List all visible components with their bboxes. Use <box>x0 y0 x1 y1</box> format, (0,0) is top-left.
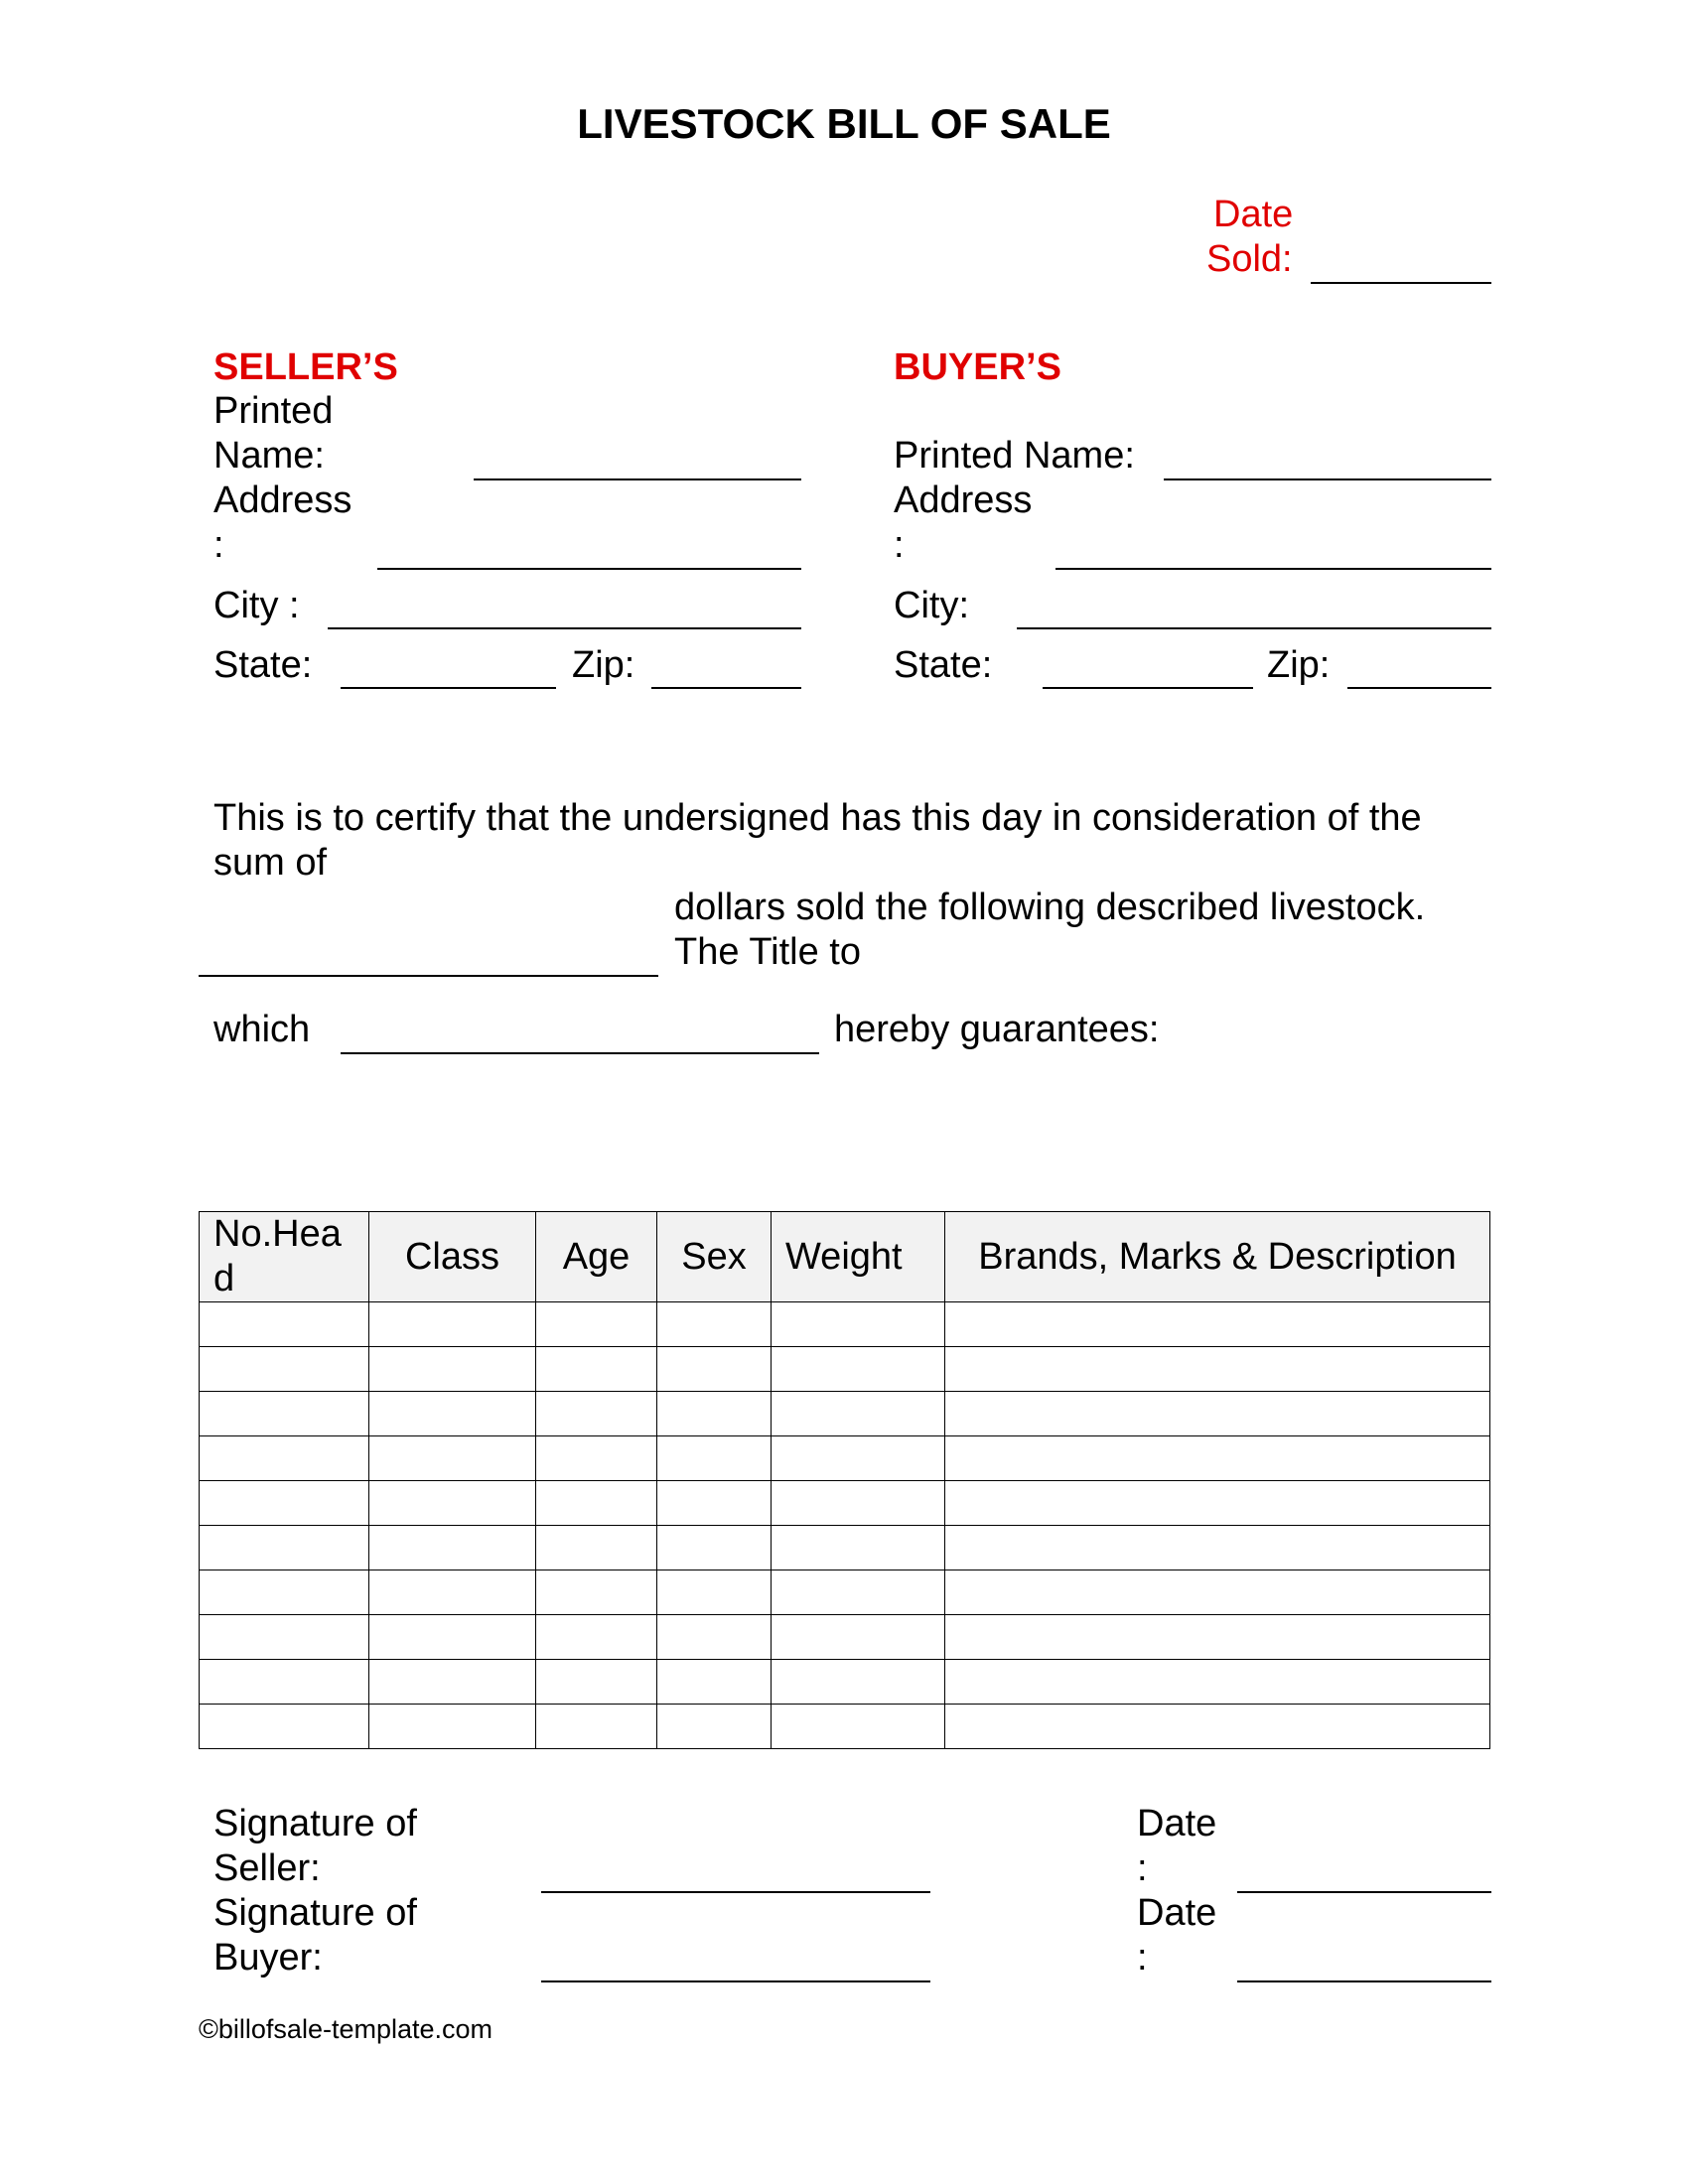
cell-no-head[interactable] <box>200 1705 369 1749</box>
buyer-date-label <box>1137 1891 1216 1980</box>
cell-sex[interactable] <box>657 1526 772 1570</box>
guarantor-line <box>341 1052 819 1054</box>
seller-city-field[interactable] <box>328 586 801 627</box>
buyer-state-field[interactable] <box>1043 645 1253 687</box>
buyer-city-line <box>1017 627 1491 629</box>
cell-weight[interactable] <box>772 1392 945 1436</box>
seller-signature-label <box>213 1802 417 1891</box>
cell-brands-marks-description[interactable] <box>945 1705 1490 1749</box>
cell-class[interactable] <box>369 1526 536 1570</box>
seller-address-label-line2: : <box>213 524 224 566</box>
buyer-zip-label: Zip: <box>1267 644 1331 686</box>
column-header-age: Age <box>536 1212 657 1302</box>
table-row <box>200 1302 1490 1347</box>
buyer-signature-label-line1: Signature of <box>213 1892 417 1934</box>
buyer-state-label: State: <box>894 644 993 686</box>
seller-address-line <box>377 568 801 570</box>
cell-brands-marks-description[interactable] <box>945 1660 1490 1705</box>
column-header-brands-marks-description: Brands, Marks & Description <box>945 1212 1490 1302</box>
cell-class[interactable] <box>369 1615 536 1660</box>
amount-field[interactable] <box>199 933 658 975</box>
cell-age[interactable] <box>536 1347 657 1392</box>
certification-line4: The Title to <box>674 931 861 973</box>
seller-signature-field[interactable] <box>541 1849 930 1891</box>
seller-signature-label-line2: Seller: <box>213 1847 321 1889</box>
table-row <box>200 1481 1490 1526</box>
seller-printed-name-label-line2: Name: <box>213 435 325 477</box>
table-row <box>200 1705 1490 1749</box>
cell-weight[interactable] <box>772 1660 945 1705</box>
cell-class[interactable] <box>369 1302 536 1347</box>
seller-date-field[interactable] <box>1237 1849 1491 1891</box>
cell-sex[interactable] <box>657 1347 772 1392</box>
cell-sex[interactable] <box>657 1705 772 1749</box>
buyer-address-label-line1: Address <box>894 479 1033 521</box>
seller-signature-line <box>541 1891 930 1893</box>
cell-brands-marks-description[interactable] <box>945 1347 1490 1392</box>
cell-no-head[interactable] <box>200 1347 369 1392</box>
cell-brands-marks-description[interactable] <box>945 1481 1490 1526</box>
table-header-row <box>200 1212 1490 1302</box>
column-header-class: Class <box>369 1212 536 1302</box>
seller-printed-name-field[interactable] <box>474 437 801 478</box>
seller-state-field[interactable] <box>341 645 556 687</box>
buyer-printed-name-label: Printed Name: <box>894 435 1135 477</box>
seller-address-field[interactable] <box>377 526 801 568</box>
cell-weight[interactable] <box>772 1615 945 1660</box>
certification-line2: sum of <box>213 842 328 884</box>
cell-age[interactable] <box>536 1302 657 1347</box>
which-label: which <box>213 1009 311 1050</box>
buyer-date-line <box>1237 1980 1491 1982</box>
cell-weight[interactable] <box>772 1526 945 1570</box>
buyer-date-label-line2: : <box>1137 1937 1148 1979</box>
certification-line1: This is to certify that the undersigned has this day in consideration of the <box>213 797 1422 839</box>
cell-age[interactable] <box>536 1436 657 1481</box>
buyer-signature-label <box>213 1891 417 1980</box>
cell-class[interactable] <box>369 1570 536 1615</box>
seller-zip-field[interactable] <box>651 645 801 687</box>
cell-sex[interactable] <box>657 1570 772 1615</box>
cell-age[interactable] <box>536 1570 657 1615</box>
cell-sex[interactable] <box>657 1615 772 1660</box>
cell-no-head[interactable] <box>200 1660 369 1705</box>
seller-date-label-line1: Date <box>1137 1803 1217 1844</box>
cell-age[interactable] <box>536 1526 657 1570</box>
buyer-city-field[interactable] <box>1017 586 1491 627</box>
amount-line <box>199 975 658 977</box>
buyer-address-field[interactable] <box>1055 526 1491 568</box>
document-title: LIVESTOCK BILL OF SALE <box>577 100 1111 147</box>
cell-class[interactable] <box>369 1347 536 1392</box>
buyer-address-label <box>894 478 1032 568</box>
buyer-printed-name-line <box>1164 478 1491 480</box>
table-row <box>200 1615 1490 1660</box>
cell-weight[interactable] <box>772 1436 945 1481</box>
seller-printed-name-line <box>474 478 801 480</box>
cell-brands-marks-description[interactable] <box>945 1392 1490 1436</box>
buyer-address-line <box>1055 568 1491 570</box>
seller-address-label-line1: Address <box>213 479 352 521</box>
column-header-no-head <box>200 1212 369 1302</box>
guarantor-field[interactable] <box>341 1011 819 1052</box>
buyer-date-field[interactable] <box>1237 1939 1491 1980</box>
buyer-address-label-line2: : <box>894 524 905 566</box>
seller-city-label: City : <box>213 585 300 626</box>
buyer-city-label: City: <box>894 585 969 626</box>
cell-brands-marks-description[interactable] <box>945 1302 1490 1347</box>
livestock-table <box>199 1211 1490 1749</box>
buyer-signature-label-line2: Buyer: <box>213 1937 323 1979</box>
livestock-table-body <box>200 1302 1490 1749</box>
table-row <box>200 1660 1490 1705</box>
date-sold-label-line2: Sold: <box>1206 238 1293 280</box>
cell-no-head[interactable] <box>200 1436 369 1481</box>
buyer-zip-field[interactable] <box>1347 645 1491 687</box>
cell-sex[interactable] <box>657 1302 772 1347</box>
buyer-heading: BUYER’S <box>894 346 1061 388</box>
seller-zip-line <box>651 687 801 689</box>
cell-sex[interactable] <box>657 1436 772 1481</box>
copyright-footer: ©billofsale-template.com <box>199 2014 493 2044</box>
seller-state-label: State: <box>213 644 313 686</box>
seller-printed-name-label-line1: Printed <box>213 390 334 432</box>
cell-class[interactable] <box>369 1392 536 1436</box>
date-sold-field[interactable] <box>1311 240 1491 282</box>
seller-heading: SELLER’S <box>213 346 398 388</box>
column-header-no-head-line2: d <box>213 1258 235 1299</box>
cell-weight[interactable] <box>772 1347 945 1392</box>
column-header-weight: Weight <box>772 1212 945 1302</box>
column-header-sex: Sex <box>657 1212 772 1302</box>
cell-class[interactable] <box>369 1705 536 1749</box>
buyer-state-line <box>1043 687 1253 689</box>
seller-city-line <box>328 627 801 629</box>
cell-class[interactable] <box>369 1436 536 1481</box>
seller-date-line <box>1237 1891 1491 1893</box>
table-row <box>200 1347 1490 1392</box>
cell-sex[interactable] <box>657 1660 772 1705</box>
table-row <box>200 1570 1490 1615</box>
date-sold-label-line1: Date <box>1213 194 1294 235</box>
cell-sex[interactable] <box>657 1481 772 1526</box>
cell-weight[interactable] <box>772 1481 945 1526</box>
table-row <box>200 1392 1490 1436</box>
guarantees-label: hereby guarantees: <box>834 1009 1160 1050</box>
date-sold-label <box>1206 193 1294 282</box>
cell-no-head[interactable] <box>200 1392 369 1436</box>
seller-signature-label-line1: Signature of <box>213 1803 417 1844</box>
cell-brands-marks-description[interactable] <box>945 1436 1490 1481</box>
cell-sex[interactable] <box>657 1392 772 1436</box>
cell-age[interactable] <box>536 1481 657 1526</box>
cell-weight[interactable] <box>772 1570 945 1615</box>
cell-age[interactable] <box>536 1705 657 1749</box>
table-row <box>200 1526 1490 1570</box>
cell-brands-marks-description[interactable] <box>945 1570 1490 1615</box>
cell-age[interactable] <box>536 1615 657 1660</box>
cell-no-head[interactable] <box>200 1302 369 1347</box>
cell-no-head[interactable] <box>200 1481 369 1526</box>
column-header-no-head-line1: No.Hea <box>213 1213 342 1255</box>
cell-no-head[interactable] <box>200 1615 369 1660</box>
cell-no-head[interactable] <box>200 1570 369 1615</box>
cell-weight[interactable] <box>772 1302 945 1347</box>
cell-age[interactable] <box>536 1392 657 1436</box>
seller-printed-name-label <box>213 389 333 478</box>
cell-class[interactable] <box>369 1481 536 1526</box>
certification-line3: dollars sold the following described livestock. <box>674 887 1426 928</box>
cell-no-head[interactable] <box>200 1526 369 1570</box>
cell-weight[interactable] <box>772 1705 945 1749</box>
seller-zip-label: Zip: <box>572 644 635 686</box>
buyer-signature-line <box>541 1980 930 1982</box>
cell-brands-marks-description[interactable] <box>945 1615 1490 1660</box>
cell-class[interactable] <box>369 1660 536 1705</box>
buyer-signature-field[interactable] <box>541 1939 930 1980</box>
seller-date-label <box>1137 1802 1216 1891</box>
cell-brands-marks-description[interactable] <box>945 1526 1490 1570</box>
buyer-date-label-line1: Date <box>1137 1892 1217 1934</box>
buyer-zip-line <box>1347 687 1491 689</box>
cell-age[interactable] <box>536 1660 657 1705</box>
seller-state-line <box>341 687 556 689</box>
seller-address-label <box>213 478 352 568</box>
table-row <box>200 1436 1490 1481</box>
seller-date-label-line2: : <box>1137 1847 1148 1889</box>
buyer-printed-name-field[interactable] <box>1164 437 1491 478</box>
date-sold-line <box>1311 282 1491 284</box>
